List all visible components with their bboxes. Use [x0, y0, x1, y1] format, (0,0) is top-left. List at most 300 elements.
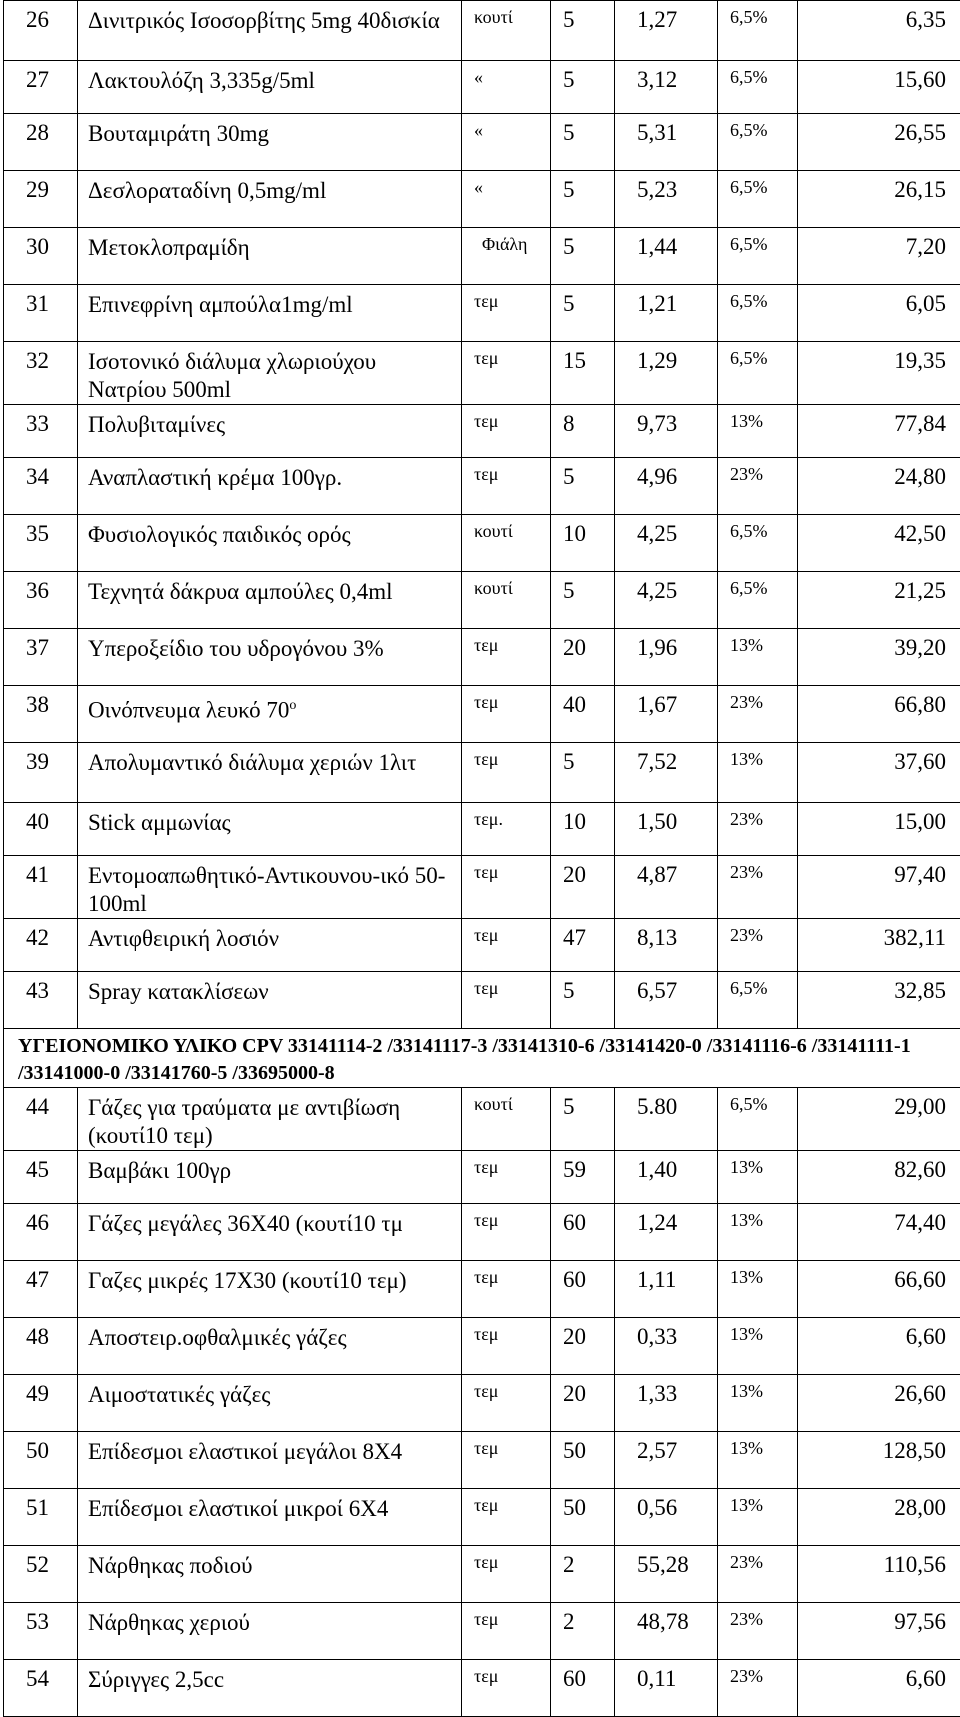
item-unit-price	[615, 1489, 718, 1546]
item-description	[78, 919, 462, 972]
degree-superscript: ο	[289, 698, 296, 713]
item-vat	[718, 458, 798, 515]
item-unit-price	[615, 1, 718, 61]
item-number-text: 38	[26, 692, 49, 717]
table-row	[4, 1432, 960, 1489]
item-total	[798, 1375, 960, 1432]
item-unit-price	[615, 1204, 718, 1261]
item-vat-text: 6,5%	[730, 7, 768, 27]
item-unit	[462, 1088, 551, 1151]
item-unit-price-text: 9,73	[637, 411, 677, 436]
item-number-text: 36	[26, 578, 49, 603]
item-description-text: Spray κατακλίσεων	[88, 979, 269, 1004]
item-unit-text: κουτί	[474, 578, 513, 598]
item-quantity-text: 40	[563, 692, 586, 717]
item-vat-text: 23%	[730, 862, 763, 882]
item-total-text: 7,20	[906, 234, 946, 259]
item-number	[4, 405, 78, 458]
item-unit-price-text: 6,57	[637, 978, 677, 1003]
item-number	[4, 1546, 78, 1603]
item-unit-price-text: 1,11	[637, 1267, 676, 1292]
item-unit-price-text: 7,52	[637, 749, 677, 774]
item-vat-text: 13%	[730, 1438, 763, 1458]
item-unit	[462, 972, 551, 1029]
item-description-text: Οινόπνευμα λευκό 70	[88, 698, 289, 723]
item-vat	[718, 1088, 798, 1151]
item-number	[4, 1151, 78, 1204]
item-unit-price	[615, 1088, 718, 1151]
item-unit-price-text: 0,11	[637, 1666, 676, 1691]
item-number-text: 45	[26, 1157, 49, 1182]
item-vat-text: 6,5%	[730, 67, 768, 87]
item-unit-text: τεμ	[474, 1381, 498, 1401]
item-quantity-text: 47	[563, 925, 586, 950]
item-vat-text: 6,5%	[730, 978, 768, 998]
item-unit-price-text: 4,25	[637, 578, 677, 603]
item-description-text: Επινεφρίνη αμπούλα1mg/ml	[88, 292, 353, 317]
table-row	[4, 572, 960, 629]
item-unit-price-text: 0,56	[637, 1495, 677, 1520]
item-vat	[718, 1660, 798, 1717]
item-total-text: 42,50	[894, 521, 946, 546]
item-quantity	[551, 856, 615, 919]
item-quantity	[551, 405, 615, 458]
item-vat	[718, 1, 798, 61]
item-total-text: 74,40	[894, 1210, 946, 1235]
item-number-text: 49	[26, 1381, 49, 1406]
item-description-text: Δινιτρικός Ισοσορβίτης 5mg 40δισκία	[88, 8, 440, 33]
item-unit-price	[615, 972, 718, 1029]
item-number-text: 27	[26, 67, 49, 92]
item-quantity-text: 20	[563, 1381, 586, 1406]
item-vat-text: 6,5%	[730, 120, 768, 140]
item-total-text: 6,60	[906, 1666, 946, 1691]
item-unit-text: «	[474, 67, 483, 87]
item-number-text: 48	[26, 1324, 49, 1349]
item-total	[798, 1660, 960, 1717]
item-vat	[718, 285, 798, 342]
item-unit	[462, 1546, 551, 1603]
item-total	[798, 629, 960, 686]
table-row	[4, 1151, 960, 1204]
item-description	[78, 1, 462, 61]
item-quantity-text: 60	[563, 1666, 586, 1691]
item-description-text: Νάρθηκας χεριού	[88, 1610, 250, 1635]
item-vat-text: 6,5%	[730, 291, 768, 311]
item-unit-price-text: 1,50	[637, 809, 677, 834]
item-total	[798, 1603, 960, 1660]
item-quantity	[551, 61, 615, 114]
item-description	[78, 743, 462, 803]
item-quantity	[551, 342, 615, 405]
item-unit-text: τεμ	[474, 348, 498, 368]
table-row	[4, 1546, 960, 1603]
item-number	[4, 629, 78, 686]
item-vat	[718, 686, 798, 743]
item-unit-text: τεμ	[474, 464, 498, 484]
item-description	[78, 1204, 462, 1261]
item-unit-text: τεμ.	[474, 809, 503, 829]
item-vat-text: 13%	[730, 411, 763, 431]
item-vat-text: 13%	[730, 1381, 763, 1401]
item-number	[4, 803, 78, 856]
item-quantity	[551, 919, 615, 972]
item-unit-price-text: 1,33	[637, 1381, 677, 1406]
item-total-text: 6,05	[906, 291, 946, 316]
item-quantity-text: 10	[563, 809, 586, 834]
item-quantity-text: 5	[563, 978, 575, 1003]
item-unit-price-text: 5,23	[637, 177, 677, 202]
item-description	[78, 342, 462, 405]
item-number-text: 32	[26, 348, 49, 373]
item-quantity	[551, 1660, 615, 1717]
item-unit-text: τεμ	[474, 1324, 498, 1344]
item-unit-price	[615, 1432, 718, 1489]
item-description-text: Υπεροξείδιο του υδρογόνου 3%	[88, 636, 384, 661]
item-number-text: 30	[26, 234, 49, 259]
item-description	[78, 1318, 462, 1375]
item-unit	[462, 919, 551, 972]
item-number	[4, 919, 78, 972]
item-unit-text: κουτί	[474, 7, 513, 27]
item-number	[4, 1318, 78, 1375]
item-number	[4, 1432, 78, 1489]
item-quantity	[551, 1204, 615, 1261]
item-number	[4, 285, 78, 342]
item-quantity	[551, 1432, 615, 1489]
section-heading-group	[4, 1029, 960, 1088]
item-unit-price	[615, 1261, 718, 1318]
item-number	[4, 1088, 78, 1151]
item-total-text: 66,60	[894, 1267, 946, 1292]
item-description-text: Απολυμαντικό διάλυμα χεριών 1λιτ	[88, 750, 416, 775]
item-description-text: Ισοτονικό διάλυμα χλωριούχου Νατρίου 500ml	[88, 349, 376, 402]
item-description	[78, 1489, 462, 1546]
item-unit-price-text: 1,67	[637, 692, 677, 717]
item-unit	[462, 1151, 551, 1204]
item-quantity-text: 20	[563, 635, 586, 660]
item-vat	[718, 919, 798, 972]
item-quantity-text: 5	[563, 177, 575, 202]
item-vat-text: 13%	[730, 1157, 763, 1177]
item-description	[78, 114, 462, 171]
item-unit-text: τεμ	[474, 1157, 498, 1177]
item-quantity-text: 10	[563, 521, 586, 546]
item-total	[798, 686, 960, 743]
item-unit	[462, 285, 551, 342]
item-unit-price	[615, 803, 718, 856]
item-quantity	[551, 1546, 615, 1603]
item-quantity-text: 20	[563, 1324, 586, 1349]
table-row	[4, 629, 960, 686]
item-number-text: 41	[26, 862, 49, 887]
item-total-text: 15,60	[894, 67, 946, 92]
item-description	[78, 61, 462, 114]
item-number	[4, 1603, 78, 1660]
item-description-text: Τεχνητά δάκρυα αμπούλες 0,4ml	[88, 579, 393, 604]
item-unit-price	[615, 1660, 718, 1717]
item-vat-text: 13%	[730, 1210, 763, 1230]
item-unit-price	[615, 61, 718, 114]
item-unit-price	[615, 572, 718, 629]
item-unit-text: τεμ	[474, 1609, 498, 1629]
item-description-text: Αιμοστατικές γάζες	[88, 1382, 270, 1407]
item-number	[4, 1, 78, 61]
item-description	[78, 171, 462, 228]
item-unit-price	[615, 114, 718, 171]
table-row	[4, 856, 960, 919]
item-description	[78, 458, 462, 515]
item-number-text: 40	[26, 809, 49, 834]
item-vat	[718, 1489, 798, 1546]
item-unit-price	[615, 1375, 718, 1432]
table-row	[4, 1261, 960, 1318]
item-description	[78, 856, 462, 919]
item-total	[798, 458, 960, 515]
item-quantity	[551, 285, 615, 342]
item-quantity	[551, 743, 615, 803]
item-vat-text: 6,5%	[730, 348, 768, 368]
item-total	[798, 228, 960, 285]
item-description-text: Φυσιολογικός παιδικός ορός	[88, 522, 351, 547]
item-total	[798, 515, 960, 572]
table-body-sanitary	[4, 1088, 960, 1717]
item-unit	[462, 743, 551, 803]
item-unit-price-text: 1,29	[637, 348, 677, 373]
item-unit	[462, 1, 551, 61]
item-unit-text: τεμ	[474, 925, 498, 945]
item-unit-price	[615, 1603, 718, 1660]
item-description-text: Γαζες μικρές 17Χ30 (κουτί10 τεμ)	[88, 1268, 407, 1293]
item-total	[798, 856, 960, 919]
table-row	[4, 1489, 960, 1546]
item-total	[798, 1261, 960, 1318]
item-quantity	[551, 1261, 615, 1318]
item-vat	[718, 1603, 798, 1660]
item-quantity-text: 5	[563, 120, 575, 145]
item-vat	[718, 1318, 798, 1375]
item-quantity-text: 5	[563, 464, 575, 489]
item-number-text: 47	[26, 1267, 49, 1292]
item-description	[78, 1375, 462, 1432]
item-number-text: 42	[26, 925, 49, 950]
item-number	[4, 1489, 78, 1546]
item-unit-text: «	[474, 177, 483, 197]
item-quantity	[551, 1375, 615, 1432]
item-unit-price-text: 1,96	[637, 635, 677, 660]
item-vat	[718, 1151, 798, 1204]
item-vat	[718, 803, 798, 856]
item-unit-price-text: 48,78	[637, 1609, 689, 1634]
item-description	[78, 1432, 462, 1489]
item-description-text: Μετοκλοπραμίδη	[88, 235, 250, 260]
item-unit-text: «	[474, 120, 483, 140]
item-quantity	[551, 114, 615, 171]
item-number-text: 33	[26, 411, 49, 436]
item-unit-price	[615, 1546, 718, 1603]
price-table	[3, 0, 960, 1717]
item-vat-text: 6,5%	[730, 234, 768, 254]
item-quantity-text: 50	[563, 1438, 586, 1463]
item-number	[4, 743, 78, 803]
item-total-text: 382,11	[884, 925, 946, 950]
item-quantity-text: 59	[563, 1157, 586, 1182]
table-body-pharma	[4, 1, 960, 1029]
item-description	[78, 972, 462, 1029]
item-unit-text: τεμ	[474, 291, 498, 311]
item-quantity	[551, 1489, 615, 1546]
item-vat	[718, 1261, 798, 1318]
item-vat-text: 23%	[730, 1609, 763, 1629]
item-total	[798, 1088, 960, 1151]
item-quantity-text: 5	[563, 67, 575, 92]
item-quantity	[551, 515, 615, 572]
item-description	[78, 1603, 462, 1660]
item-unit-text: τεμ	[474, 1267, 498, 1287]
item-total-text: 32,85	[894, 978, 946, 1003]
item-number	[4, 856, 78, 919]
item-quantity-text: 60	[563, 1210, 586, 1235]
item-number-text: 31	[26, 291, 49, 316]
item-number	[4, 1660, 78, 1717]
item-description-text: Stick αμμωνίας	[88, 810, 231, 835]
item-unit-text: τεμ	[474, 1438, 498, 1458]
section-heading: ΥΓΕΙΟΝΟΜΙΚΟ ΥΛΙΚΟ CPV 33141114-2 /33141117-3 /33141310-6 /33141420-0 /33141116-6 /33141111-1 /33141000-0 /33141760-5 /33695000-8	[4, 1029, 960, 1088]
item-vat	[718, 1375, 798, 1432]
item-unit-price	[615, 629, 718, 686]
item-total-text: 21,25	[894, 578, 946, 603]
item-description-text: Αποστειρ.οφθαλμικές γάζες	[88, 1325, 347, 1350]
item-total-text: 15,00	[894, 809, 946, 834]
item-unit	[462, 856, 551, 919]
item-unit-price-text: 5,31	[637, 120, 677, 145]
item-vat-text: 6,5%	[730, 578, 768, 598]
item-total-text: 6,60	[906, 1324, 946, 1349]
item-description	[78, 629, 462, 686]
item-number	[4, 686, 78, 743]
item-total-text: 110,56	[884, 1552, 946, 1577]
item-total-text: 26,60	[894, 1381, 946, 1406]
item-number-text: 34	[26, 464, 49, 489]
item-unit-text: τεμ	[474, 1210, 498, 1230]
item-quantity-text: 60	[563, 1267, 586, 1292]
item-unit-price-text: 1,21	[637, 291, 677, 316]
item-number-text: 46	[26, 1210, 49, 1235]
table-row	[4, 972, 960, 1029]
item-quantity-text: 5	[563, 291, 575, 316]
item-unit-price-text: 0,33	[637, 1324, 677, 1349]
item-unit	[462, 515, 551, 572]
item-total	[798, 1546, 960, 1603]
item-unit-price	[615, 342, 718, 405]
item-unit	[462, 458, 551, 515]
item-description	[78, 228, 462, 285]
item-unit	[462, 629, 551, 686]
table-row	[4, 171, 960, 228]
item-number	[4, 114, 78, 171]
item-number-text: 44	[26, 1094, 49, 1119]
item-quantity	[551, 629, 615, 686]
item-unit-text: κουτί	[474, 1094, 513, 1114]
item-vat-text: 23%	[730, 1666, 763, 1686]
item-number	[4, 515, 78, 572]
item-description	[78, 405, 462, 458]
item-unit-text: τεμ	[474, 411, 498, 431]
item-total	[798, 114, 960, 171]
item-total	[798, 972, 960, 1029]
item-number	[4, 572, 78, 629]
table-row	[4, 458, 960, 515]
item-quantity	[551, 228, 615, 285]
item-description-text: Αναπλαστική κρέμα 100γρ.	[88, 465, 342, 490]
item-unit-price-text: 55,28	[637, 1552, 689, 1577]
item-vat	[718, 1432, 798, 1489]
item-quantity	[551, 171, 615, 228]
item-vat	[718, 61, 798, 114]
item-total-text: 6,35	[906, 7, 946, 32]
item-number	[4, 1261, 78, 1318]
item-description-text: Βουταμιράτη 30mg	[88, 121, 269, 146]
item-description-text: Γάζες μεγάλες 36Χ40 (κουτί10 τμ	[88, 1211, 403, 1236]
table-row	[4, 1375, 960, 1432]
item-unit-price-text: 1,24	[637, 1210, 677, 1235]
item-quantity-text: 2	[563, 1552, 575, 1577]
item-total	[798, 1151, 960, 1204]
item-unit	[462, 114, 551, 171]
item-quantity-text: 5	[563, 7, 575, 32]
item-quantity	[551, 1603, 615, 1660]
table-row	[4, 1088, 960, 1151]
item-total-text: 24,80	[894, 464, 946, 489]
item-unit-price	[615, 686, 718, 743]
item-vat-text: 13%	[730, 749, 763, 769]
item-description-text: Νάρθηκας ποδιού	[88, 1553, 253, 1578]
item-unit-price-text: 2,57	[637, 1438, 677, 1463]
item-number-text: 29	[26, 177, 49, 202]
item-description-text: Εντομοαπωθητικό-Αντικουνου-ικό 50-100ml	[88, 863, 445, 916]
item-total	[798, 803, 960, 856]
item-vat-text: 13%	[730, 1495, 763, 1515]
table-row	[4, 228, 960, 285]
table-row	[4, 405, 960, 458]
item-unit	[462, 1489, 551, 1546]
item-unit-price	[615, 1151, 718, 1204]
item-number-text: 53	[26, 1609, 49, 1634]
item-description	[78, 285, 462, 342]
item-vat	[718, 572, 798, 629]
item-total-text: 26,15	[894, 177, 946, 202]
item-total	[798, 572, 960, 629]
item-total	[798, 61, 960, 114]
item-description	[78, 1546, 462, 1603]
item-unit-price-text: 4,25	[637, 521, 677, 546]
item-quantity	[551, 972, 615, 1029]
item-description-text: Πολυβιταμίνες	[88, 412, 225, 437]
item-total-text: 77,84	[894, 411, 946, 436]
item-unit-text: Φιάλη	[482, 234, 527, 254]
item-description-text: Επίδεσμοι ελαστικοί μεγάλοι 8Χ4	[88, 1439, 402, 1464]
item-vat-text: 13%	[730, 1324, 763, 1344]
table-row	[4, 1, 960, 61]
table-row	[4, 1318, 960, 1375]
item-quantity-text: 8	[563, 411, 575, 436]
item-vat-text: 23%	[730, 464, 763, 484]
item-unit	[462, 572, 551, 629]
item-unit-price-text: 3,12	[637, 67, 677, 92]
item-quantity	[551, 572, 615, 629]
item-number-text: 35	[26, 521, 49, 546]
item-total-text: 128,50	[883, 1438, 946, 1463]
